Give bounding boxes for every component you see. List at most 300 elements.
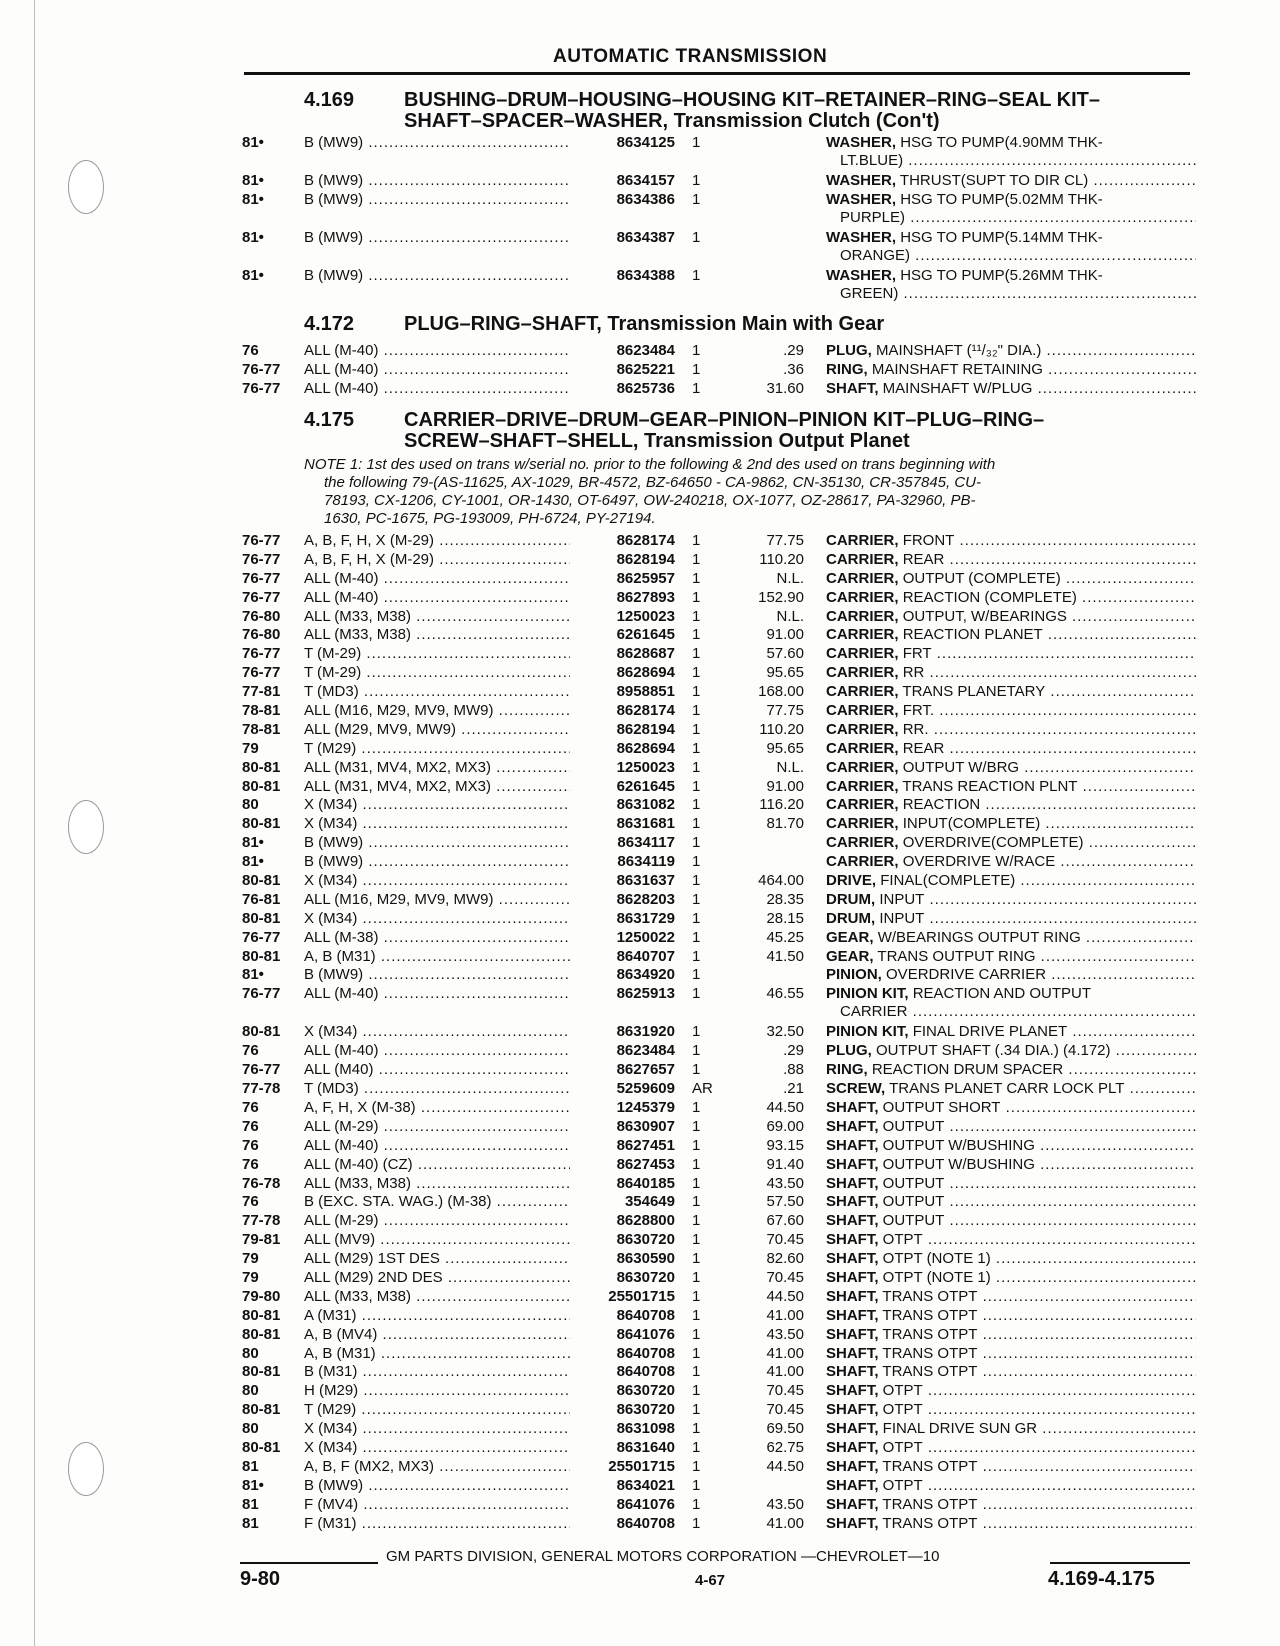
application-cell: ALL (M-40) ..... (304, 342, 570, 360)
application-cell: B (MW9) ..... (304, 1477, 570, 1495)
description-noun: SHAFT, (826, 1457, 879, 1475)
description-noun: SHAFT, (826, 1136, 879, 1154)
quantity-cell: 1 (692, 1174, 701, 1192)
application-cell: B (M31) ..... (304, 1363, 570, 1381)
application-cell: ALL (M-40) ..... (304, 1042, 570, 1060)
table-row (0, 589, 1280, 608)
quantity-cell: 1 (692, 796, 701, 814)
model-year-cell: 76-77 (242, 588, 281, 606)
description-line (826, 626, 1196, 644)
quantity-cell: 1 (692, 1042, 701, 1060)
table-row (0, 1363, 1280, 1382)
description-noun: CARRIER, (826, 702, 899, 720)
part-number-cell: 8625913 (616, 985, 675, 1003)
part-number-cell: 8958851 (616, 683, 675, 701)
description-text: TRANS OTPT (882, 1363, 978, 1381)
application-cell: A, B (MV4) ..... (304, 1326, 570, 1344)
description-cell (826, 532, 1196, 550)
application-cell: F (M31) ..... (304, 1515, 570, 1533)
application-cell: B (EXC. STA. WAG.) (M-38) ..... (304, 1193, 570, 1211)
table-row (0, 172, 1280, 191)
description-text: MAINSHAFT (¹¹/₃₂" DIA.) (876, 342, 1042, 359)
price-cell: 91.00 (766, 626, 804, 644)
description-noun: SHAFT, (826, 1401, 879, 1419)
description-cell (826, 380, 1196, 398)
description-noun: WASHER, (826, 228, 897, 246)
part-number-cell: 8631082 (616, 796, 675, 814)
quantity-cell: AR (692, 1080, 713, 1098)
application-cell: ALL (M29) 2ND DES ..... (304, 1269, 570, 1287)
price-cell: .21 (783, 1080, 804, 1098)
quantity-cell: 1 (692, 1136, 701, 1154)
model-year-cell: 80-81 (242, 947, 281, 965)
application-cell: H (M29) ..... (304, 1382, 570, 1400)
price-cell: 95.65 (766, 739, 804, 757)
quantity-cell: 1 (692, 190, 701, 208)
table-row (0, 1212, 1280, 1231)
application-cell: ALL (M33, M38) ..... (304, 1175, 570, 1193)
description-text: INPUT (879, 909, 925, 927)
model-year-cell: 76-77 (242, 1061, 281, 1079)
description-cell (826, 1477, 1196, 1495)
section-number: 4.172 (304, 313, 355, 335)
price-cell: 70.45 (766, 1268, 804, 1286)
price-cell: 44.50 (766, 1098, 804, 1116)
description-text: REACTION PLANET (902, 626, 1043, 644)
quantity-cell: 1 (692, 909, 701, 927)
description-line (826, 1042, 1196, 1060)
model-year-cell: 80-81 (242, 1023, 281, 1041)
description-noun: DRUM, (826, 890, 876, 908)
model-year-cell: 80-81 (242, 872, 281, 890)
price-cell: 46.55 (766, 985, 804, 1003)
model-year-cell: 80-81 (242, 1363, 281, 1381)
application-cell: T (M-29) ..... (304, 664, 570, 682)
quantity-cell: 1 (692, 1344, 701, 1362)
part-number-cell: 8628174 (616, 532, 675, 549)
part-number-cell: 8625957 (616, 569, 675, 587)
model-year-cell: 76 (242, 1117, 259, 1135)
table-row (0, 1080, 1280, 1099)
table-row (0, 910, 1280, 929)
table-row (0, 985, 1280, 1023)
description-cell (826, 1118, 1196, 1136)
description-cell (826, 929, 1196, 947)
part-number-cell: 8634117 (617, 834, 675, 852)
description-text: TRANS PLANET CARR LOCK PLT (889, 1080, 1125, 1098)
description-line (826, 608, 1196, 626)
description-line (826, 1003, 1196, 1021)
table-row (0, 702, 1280, 721)
description-cell (826, 342, 1196, 360)
quantity-cell: 1 (692, 1250, 701, 1268)
quantity-cell: 1 (692, 1438, 701, 1456)
quantity-cell: 1 (692, 607, 701, 625)
application-cell: B (MW9) ..... (304, 834, 570, 852)
application-cell: ALL (M-40) ..... (304, 1137, 570, 1155)
quantity-cell: 1 (692, 683, 701, 701)
part-number-cell: 1250023 (616, 758, 675, 776)
description-line (826, 1023, 1196, 1041)
description-noun: SHAFT, (826, 379, 879, 397)
price-cell: 93.15 (766, 1136, 804, 1154)
part-number-cell: 8627451 (616, 1136, 675, 1154)
model-year-cell: 80 (242, 1344, 259, 1362)
model-year-cell: 81• (242, 266, 264, 284)
part-number-cell: 8630907 (616, 1117, 675, 1135)
price-cell: 62.75 (766, 1438, 804, 1456)
description-line (826, 740, 1196, 758)
description-noun: CARRIER, (826, 607, 899, 625)
description-cell (826, 191, 1196, 227)
description-cell (826, 1496, 1196, 1514)
price-cell: 70.45 (766, 1382, 804, 1400)
description-text: FRT (902, 645, 932, 663)
application-cell: T (MD3) ..... (304, 1080, 570, 1098)
quantity-cell: 1 (692, 1098, 701, 1116)
price-cell: 67.60 (766, 1212, 804, 1230)
description-noun: CARRIER, (826, 720, 899, 738)
description-text: HSG TO PUMP(5.14MM THK- (900, 228, 1103, 246)
description-cell (826, 966, 1196, 984)
section-number: 4.169 (304, 89, 355, 111)
description-noun: GEAR, (826, 947, 874, 965)
description-noun: CARRIER, (826, 853, 899, 871)
application-cell: ALL (M-29) ..... (304, 1118, 570, 1136)
description-text: TRANS PLANETARY (902, 683, 1046, 701)
table-row (0, 1496, 1280, 1515)
quantity-cell: 1 (692, 1155, 701, 1173)
model-year-cell: 79 (242, 1268, 259, 1286)
description-text: REACTION (COMPLETE) (902, 588, 1077, 606)
description-noun: WASHER, (826, 134, 897, 151)
part-number-cell: 8640185 (616, 1174, 675, 1192)
application-cell: X (M34) ..... (304, 1439, 570, 1457)
description-line (826, 209, 1196, 227)
application-cell: B (MW9) ..... (304, 191, 570, 209)
price-cell: 31.60 (766, 379, 804, 397)
description-line (826, 342, 1196, 360)
application-cell: X (M34) ..... (304, 910, 570, 928)
description-text: LT.BLUE) (840, 152, 904, 169)
description-line (826, 1401, 1196, 1419)
part-number-cell: 8628694 (616, 664, 675, 682)
section-title (404, 314, 1204, 335)
table-row (0, 626, 1280, 645)
part-number-cell: 8631637 (616, 872, 675, 890)
quantity-cell: 1 (692, 1023, 701, 1041)
description-cell (826, 891, 1196, 909)
price-cell: 41.00 (766, 1306, 804, 1324)
description-cell (826, 834, 1196, 852)
description-text: INPUT (879, 890, 925, 908)
part-number-cell: 8625736 (616, 379, 675, 397)
model-year-cell: 80 (242, 796, 259, 814)
description-line (826, 247, 1196, 265)
part-number-cell: 8634920 (616, 966, 675, 984)
description-cell (826, 589, 1196, 607)
description-line (826, 796, 1196, 814)
description-noun: WASHER, (826, 266, 897, 284)
section-title-line: CARRIER–DRIVE–DRUM–GEAR–PINION–PINION KIT–PLUG–RING– (404, 409, 1045, 431)
price-cell: 41.50 (766, 947, 804, 965)
application-cell: ALL (M31, MV4, MX2, MX3) ..... (304, 778, 570, 796)
description-noun: SHAFT, (826, 1287, 879, 1305)
description-text: HSG TO PUMP(4.90MM THK- (900, 134, 1103, 151)
description-noun: CARRIER, (826, 664, 899, 682)
model-year-cell: 81• (242, 834, 264, 852)
application-cell: ALL (M-29) ..... (304, 1212, 570, 1230)
description-noun: SHAFT, (826, 1344, 879, 1362)
price-cell: .88 (783, 1061, 804, 1079)
description-line (826, 1137, 1196, 1155)
description-line (826, 1288, 1196, 1306)
description-cell (826, 1023, 1196, 1041)
description-line (826, 152, 1196, 170)
description-line (826, 1212, 1196, 1230)
part-number-cell: 8641076 (616, 1495, 675, 1513)
model-year-cell: 80-81 (242, 815, 281, 833)
part-number-cell: 8634388 (616, 266, 675, 284)
description-cell (826, 1345, 1196, 1363)
description-noun: SHAFT, (826, 1363, 879, 1381)
application-cell: B (MW9) ..... (304, 267, 570, 285)
description-text: PURPLE) (840, 208, 906, 226)
quantity-cell: 1 (692, 1401, 701, 1419)
description-cell (826, 1439, 1196, 1457)
quantity-cell: 1 (692, 1363, 701, 1381)
price-cell: 110.20 (759, 550, 804, 568)
table-row (0, 948, 1280, 967)
description-text: OTPT (882, 1231, 923, 1249)
price-cell: 168.00 (758, 683, 804, 701)
description-text: OTPT (882, 1401, 923, 1419)
description-line (826, 191, 1196, 209)
description-line (826, 134, 1196, 152)
part-number-cell: 1250022 (616, 928, 675, 946)
application-cell: ALL (M16, M29, MV9, MW9) ..... (304, 891, 570, 909)
part-number-cell: 25501715 (608, 1457, 675, 1475)
model-year-cell: 77-78 (242, 1212, 281, 1230)
price-cell: 81.70 (766, 815, 804, 833)
description-line (826, 683, 1196, 701)
model-year-cell: 77-81 (242, 683, 281, 701)
description-line (826, 1099, 1196, 1117)
model-year-cell: 81• (242, 966, 264, 984)
quantity-cell: 1 (692, 1382, 701, 1400)
application-cell: B (MW9) ..... (304, 853, 570, 871)
description-cell (826, 1420, 1196, 1438)
description-cell (826, 1231, 1196, 1249)
description-text: OUTPUT SHAFT (.34 DIA.) (4.172) (876, 1042, 1111, 1060)
table-row (0, 778, 1280, 797)
description-cell (826, 267, 1196, 303)
description-noun: CARRIER, (826, 758, 899, 776)
part-number-cell: 8625221 (616, 360, 675, 378)
price-cell: 43.50 (766, 1495, 804, 1513)
quantity-cell: 1 (692, 550, 701, 568)
description-cell (826, 1288, 1196, 1306)
description-cell (826, 1193, 1196, 1211)
footer-page-number: 4-67 (695, 1572, 726, 1589)
table-row (0, 815, 1280, 834)
quantity-cell: 1 (692, 569, 701, 587)
description-line (826, 1458, 1196, 1476)
model-year-cell: 79 (242, 739, 259, 757)
part-number-cell: 8640708 (616, 1344, 675, 1362)
part-number-cell: 354649 (624, 1193, 675, 1211)
application-cell: B (MW9) ..... (304, 966, 570, 984)
description-noun: SHAFT, (826, 1495, 879, 1513)
description-cell (826, 853, 1196, 871)
model-year-cell: 76 (242, 1193, 259, 1211)
part-number-cell: 8634386 (616, 190, 675, 208)
application-cell: ALL (M33, M38) ..... (304, 626, 570, 644)
description-noun: PLUG, (826, 1042, 872, 1060)
description-cell (826, 872, 1196, 890)
footer-rule (240, 1562, 378, 1564)
part-number-cell: 8631920 (616, 1023, 675, 1041)
description-line (826, 645, 1196, 663)
quantity-cell: 1 (692, 588, 701, 606)
description-noun: DRIVE, (826, 872, 877, 890)
description-text: OTPT (882, 1438, 923, 1456)
price-cell: 41.00 (766, 1344, 804, 1362)
description-text: HSG TO PUMP(5.02MM THK- (900, 190, 1103, 208)
description-line (826, 1439, 1196, 1457)
table-row (0, 1420, 1280, 1439)
table-row (0, 929, 1280, 948)
description-text: OUTPUT (882, 1193, 945, 1211)
quantity-cell: 1 (692, 739, 701, 757)
description-line (826, 910, 1196, 928)
description-line (826, 872, 1196, 890)
description-cell (826, 551, 1196, 569)
application-cell: ALL (M29) 1ST DES ..... (304, 1250, 570, 1268)
part-number-cell: 8623484 (616, 1042, 675, 1060)
description-noun: PLUG, (826, 342, 872, 359)
table-row (0, 853, 1280, 872)
description-line (826, 853, 1196, 871)
application-cell: A, B, F, H, X (M-29) ..... (304, 551, 570, 569)
part-number-cell: 8628203 (616, 890, 675, 908)
table-row (0, 1288, 1280, 1307)
application-cell: T (M29) ..... (304, 1401, 570, 1419)
description-noun: RING, (826, 1061, 868, 1079)
description-cell (826, 1382, 1196, 1400)
description-text: RR. (902, 720, 929, 738)
model-year-cell: 80-81 (242, 1325, 281, 1343)
table-row (0, 342, 1280, 361)
description-text: OUTPUT, W/BEARINGS (902, 607, 1067, 625)
description-cell (826, 172, 1196, 190)
price-cell: 32.50 (766, 1023, 804, 1041)
description-cell (826, 1250, 1196, 1268)
description-text: INPUT(COMPLETE) (902, 815, 1041, 833)
description-cell (826, 626, 1196, 644)
description-noun: WASHER, (826, 172, 897, 189)
model-year-cell: 76-77 (242, 985, 281, 1003)
price-cell: .29 (783, 342, 804, 359)
quantity-cell: 1 (692, 702, 701, 720)
description-noun: CARRIER, (826, 739, 899, 757)
model-year-cell: 81 (242, 1495, 259, 1513)
description-line (826, 778, 1196, 796)
description-cell (826, 1137, 1196, 1155)
description-text: OTPT (882, 1476, 923, 1494)
price-cell: N.L. (776, 758, 804, 776)
description-noun: SHAFT, (826, 1268, 879, 1286)
application-cell: A (M31) ..... (304, 1307, 570, 1325)
part-number-cell: 8634119 (617, 853, 675, 871)
model-year-cell: 80 (242, 1420, 259, 1438)
description-text: OUTPUT (882, 1212, 945, 1230)
description-line (826, 1326, 1196, 1344)
application-cell: X (M34) ..... (304, 815, 570, 833)
application-cell: B (MW9) ..... (304, 229, 570, 247)
table-row (0, 532, 1280, 551)
price-cell: 82.60 (766, 1250, 804, 1268)
description-line (826, 285, 1196, 303)
model-year-cell: 80-81 (242, 758, 281, 776)
model-year-cell: 76-81 (242, 890, 281, 908)
price-cell: 43.50 (766, 1325, 804, 1343)
application-cell: ALL (M-40) ..... (304, 361, 570, 379)
description-line (826, 1156, 1196, 1174)
parts-table (0, 134, 1280, 305)
price-cell: 70.45 (766, 1401, 804, 1419)
table-row (0, 1231, 1280, 1250)
quantity-cell: 1 (692, 966, 701, 984)
model-year-cell: 81• (242, 853, 264, 871)
quantity-cell: 1 (692, 777, 701, 795)
description-text: OUTPUT (882, 1117, 945, 1135)
note-line: 1630, PC-1675, PG-193009, PH-6724, PY-27194. (324, 510, 656, 527)
description-text: OUTPUT W/BUSHING (882, 1155, 1035, 1173)
model-year-cell: 80-81 (242, 909, 281, 927)
description-line (826, 721, 1196, 739)
application-cell: B (MW9) ..... (304, 134, 570, 152)
quantity-cell: 1 (692, 1117, 701, 1135)
table-row (0, 966, 1280, 985)
table-row (0, 1382, 1280, 1401)
application-cell: ALL (M-40) ..... (304, 380, 570, 398)
table-row (0, 191, 1280, 229)
description-line (826, 985, 1196, 1003)
description-text: OUTPUT W/BUSHING (882, 1136, 1035, 1154)
model-year-cell: 78-81 (242, 702, 281, 720)
table-row (0, 834, 1280, 853)
part-number-cell: 8640708 (616, 1306, 675, 1324)
application-cell: A, B (M31) ..... (304, 1345, 570, 1363)
table-row (0, 721, 1280, 740)
description-cell (826, 1269, 1196, 1287)
table-row (0, 891, 1280, 910)
application-cell: F (MV4) ..... (304, 1496, 570, 1514)
quantity-cell: 1 (692, 664, 701, 682)
quantity-cell: 1 (692, 815, 701, 833)
application-cell: B (MW9) ..... (304, 172, 570, 190)
description-line (826, 1420, 1196, 1438)
quantity-cell: 1 (692, 872, 701, 890)
part-number-cell: 8627657 (616, 1061, 675, 1079)
description-line (826, 1382, 1196, 1400)
part-number-cell: 8628174 (616, 702, 675, 720)
description-line (826, 570, 1196, 588)
description-cell (826, 1363, 1196, 1381)
description-line (826, 834, 1196, 852)
model-year-cell: 81• (242, 172, 264, 189)
